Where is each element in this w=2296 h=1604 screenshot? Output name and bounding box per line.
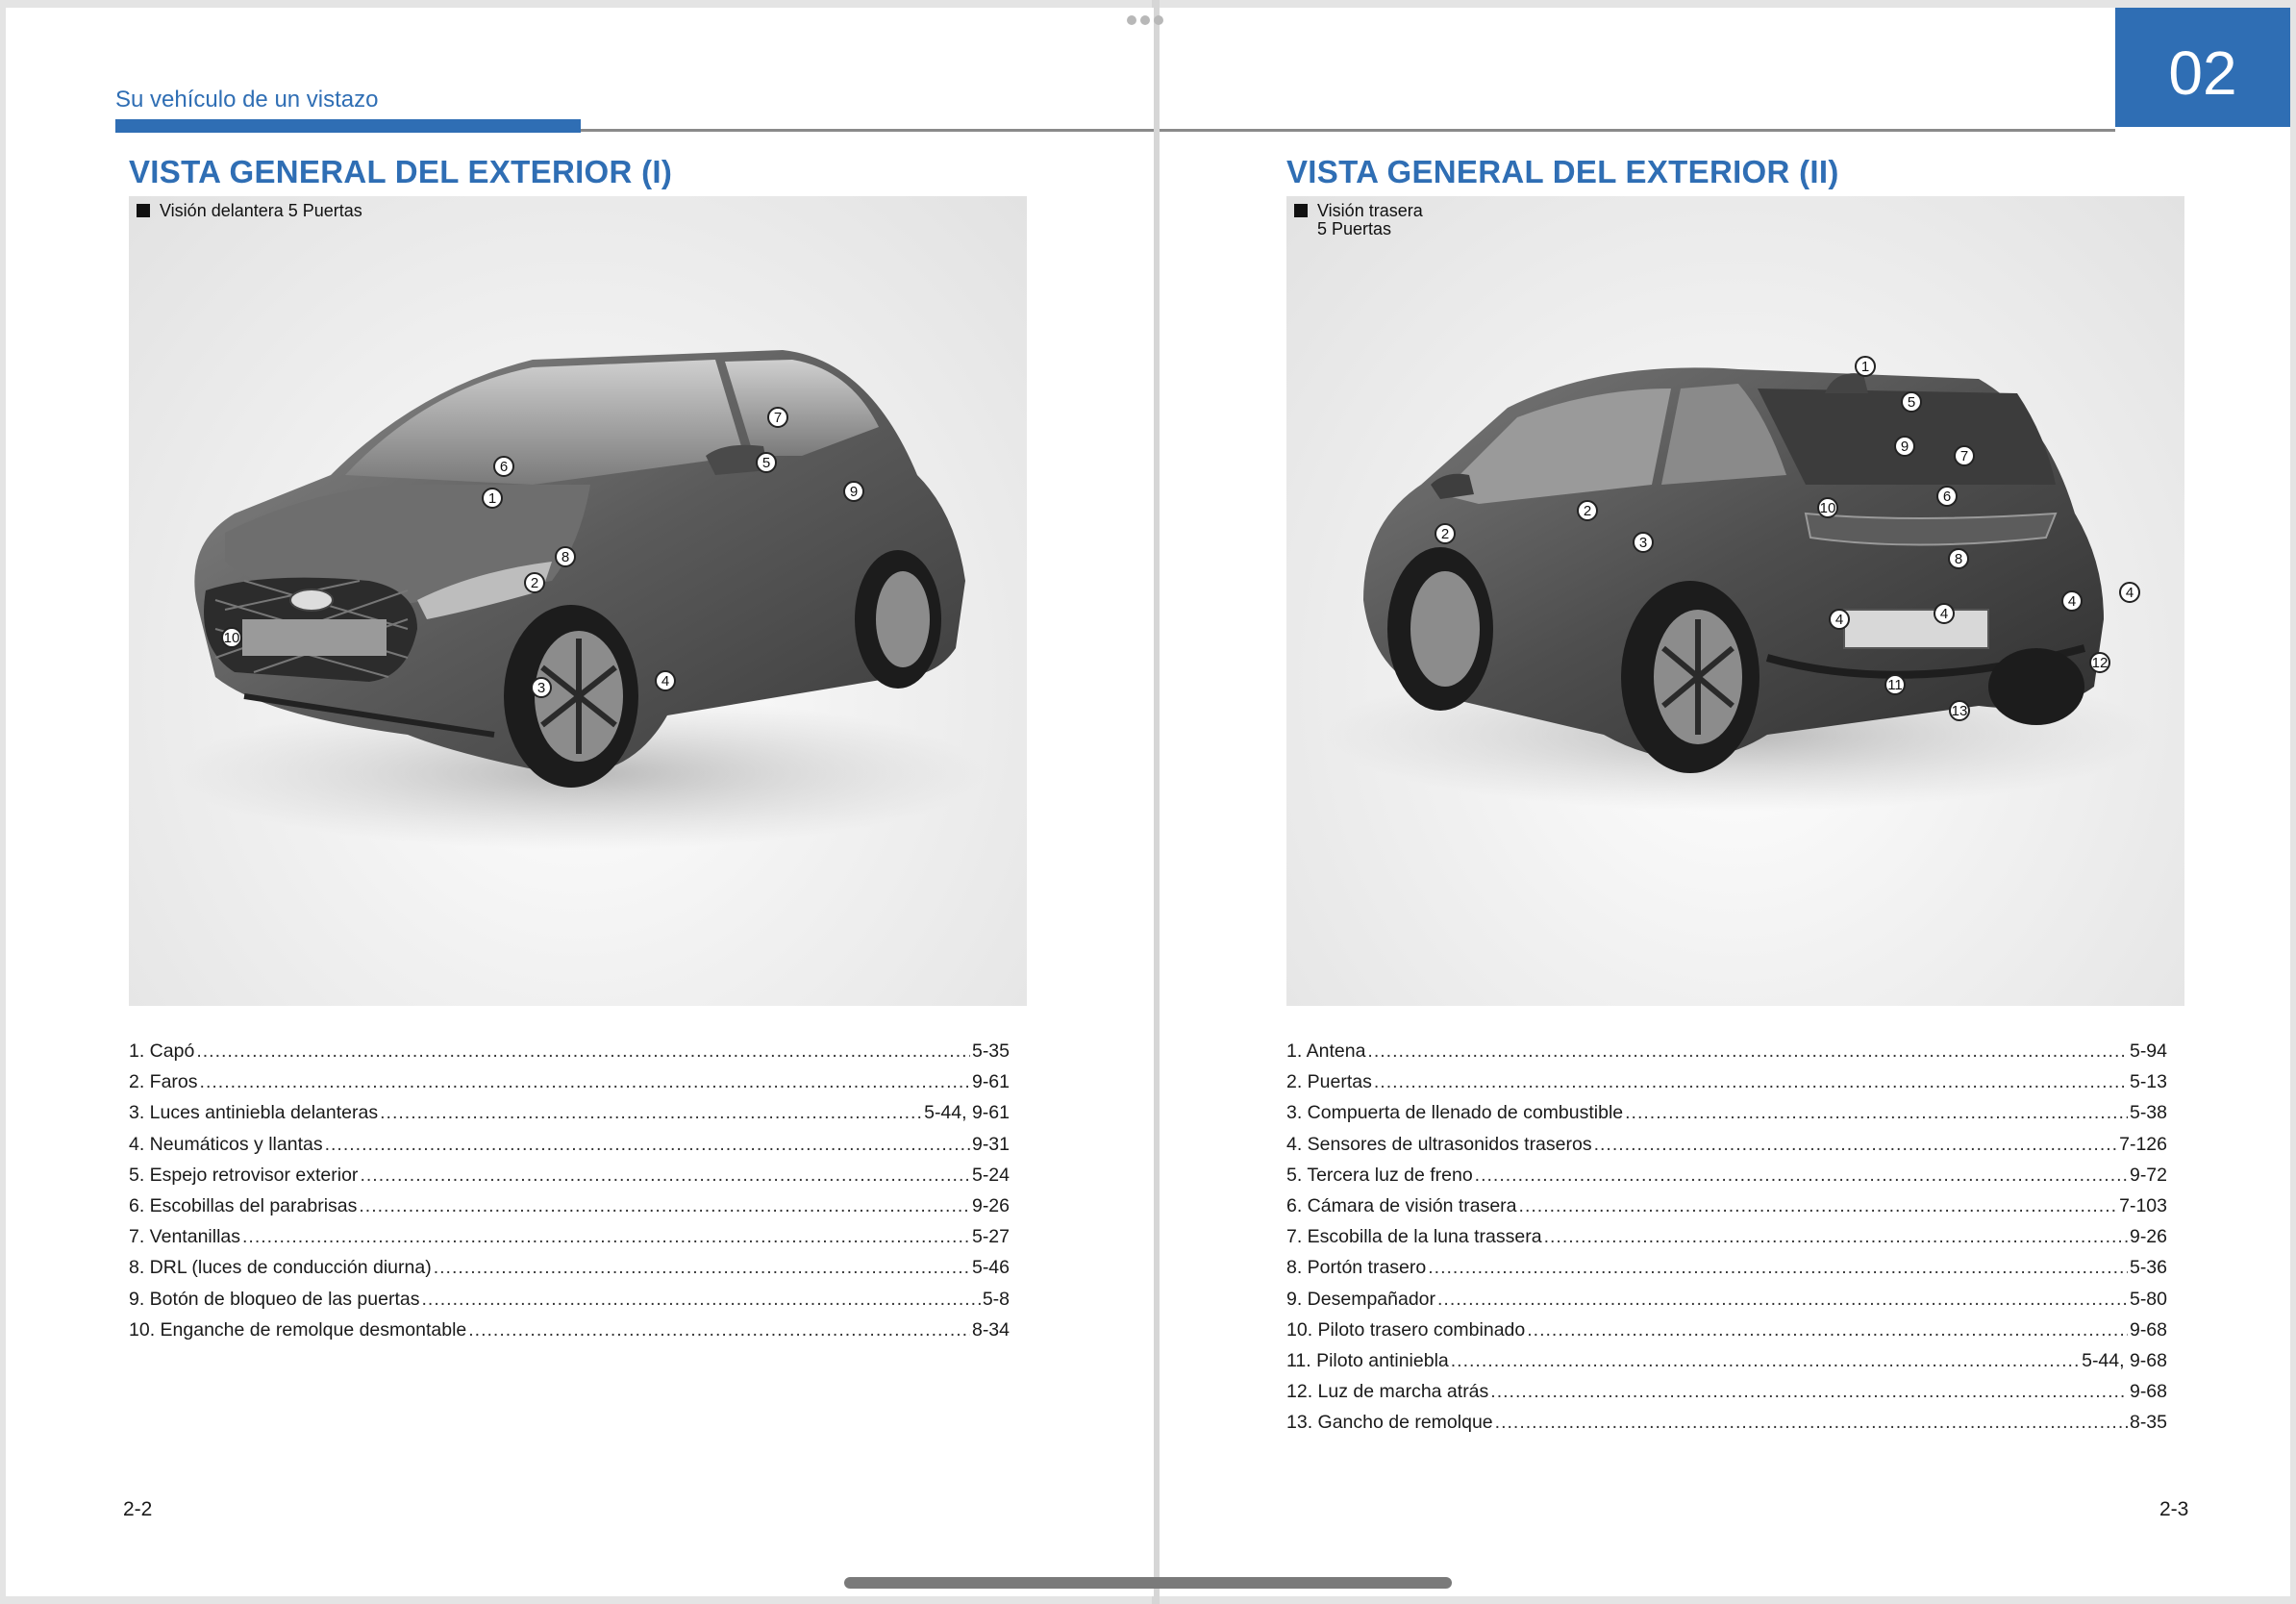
section-label: Su vehículo de un vistazo [115, 87, 379, 113]
list-item: 6. Escobillas del parabrisas ..... 9-26 [129, 1195, 1017, 1226]
callout-13: 13 [1949, 700, 1970, 721]
list-item: 9. Desempañador ..... 5-80 [1286, 1289, 2175, 1319]
rear-parts-list [1286, 1040, 2175, 1442]
page-number-right: 2-3 [2159, 1498, 2189, 1520]
list-item: 11. Piloto antiniebla ..... 5-44, 9-68 [1286, 1350, 2175, 1381]
callout-5: 5 [756, 452, 777, 473]
list-item: 2. Faros ..... 9-61 [129, 1071, 1017, 1102]
left-page [6, 8, 1154, 1596]
list-item: 12. Luz de marcha atrás ..... 9-68 [1286, 1381, 2175, 1412]
list-item: 9. Botón de bloqueo de las puertas ..... 5-8 [129, 1289, 1017, 1319]
list-item: 3. Luces antiniebla delanteras ..... 5-44, 9-61 [129, 1102, 1017, 1133]
list-item: 5. Espejo retrovisor exterior ..... 5-24 [129, 1165, 1017, 1195]
list-item: 6. Cámara de visión trasera ..... 7-103 [1286, 1195, 2175, 1226]
callout-9: 9 [843, 481, 864, 502]
callout-2a: 2 [1435, 523, 1456, 544]
list-item: 4. Neumáticos y llantas ..... 9-31 [129, 1134, 1017, 1165]
callout-7: 7 [767, 407, 788, 428]
callout-2: 2 [524, 572, 545, 593]
callout-5: 5 [1901, 391, 1922, 413]
callout-4c: 4 [2061, 590, 2083, 612]
list-item: 8. Portón trasero ..... 5-36 [1286, 1257, 2175, 1288]
list-item: 2. Puertas ..... 5-13 [1286, 1071, 2175, 1102]
callout-4a: 4 [1829, 609, 1850, 630]
home-indicator-bar[interactable] [844, 1577, 1452, 1589]
figure-caption: Visión delantera 5 Puertas [137, 202, 362, 220]
header-accent-bar [115, 119, 581, 133]
callout-3: 3 [531, 677, 552, 698]
list-item: 10. Enganche de remolque desmontable ..... 8-34 [129, 1319, 1017, 1350]
figure-caption: Visión trasera 5 Puertas [1294, 202, 1423, 238]
callout-1: 1 [1855, 356, 1876, 377]
page-title-right: VISTA GENERAL DEL EXTERIOR (II) [1286, 154, 1839, 189]
chapter-tab: 02 [2115, 8, 2290, 127]
callout-8: 8 [555, 546, 576, 567]
page-title-left: VISTA GENERAL DEL EXTERIOR (I) [129, 154, 673, 189]
callout-9: 9 [1894, 436, 1915, 457]
more-options-icon[interactable] [1127, 15, 1171, 27]
list-item: 1. Antena ..... 5-94 [1286, 1040, 2175, 1071]
list-item: 3. Compuerta de llenado de combustible ..... 5-38 [1286, 1102, 2175, 1133]
callout-3: 3 [1633, 532, 1654, 553]
page-number-left: 2-2 [123, 1498, 153, 1520]
callout-10: 10 [221, 627, 242, 648]
car-rear-illustration [1286, 196, 2184, 1006]
callout-11: 11 [1884, 674, 1906, 695]
front-parts-list [129, 1040, 1017, 1350]
rear-view-figure [1286, 196, 2184, 1006]
callout-4b: 4 [1934, 603, 1955, 624]
callout-7: 7 [1954, 445, 1975, 466]
front-view-figure [129, 196, 1027, 1006]
list-item: 7. Ventanillas ..... 5-27 [129, 1226, 1017, 1257]
list-item: 4. Sensores de ultrasonidos traseros ..... 7-126 [1286, 1134, 2175, 1165]
list-item: 7. Escobilla de la luna trassera ..... 9-26 [1286, 1226, 2175, 1257]
callout-1: 1 [482, 488, 503, 509]
callout-4d: 4 [2119, 582, 2140, 603]
list-item: 8. DRL (luces de conducción diurna) ..... 5-46 [129, 1257, 1017, 1288]
list-item: 5. Tercera luz de freno ..... 9-72 [1286, 1165, 2175, 1195]
header-rule [1160, 129, 2115, 132]
list-item: 13. Gancho de remolque ..... 8-35 [1286, 1412, 2175, 1442]
header-rule [581, 129, 1154, 132]
callout-10: 10 [1817, 497, 1838, 518]
list-item: 1. Capó ..... 5-35 [129, 1040, 1017, 1071]
callout-8: 8 [1948, 548, 1969, 569]
callout-2b: 2 [1577, 500, 1598, 521]
list-item: 10. Piloto trasero combinado ..... 9-68 [1286, 1319, 2175, 1350]
callout-4: 4 [655, 670, 676, 691]
callout-12: 12 [2089, 652, 2110, 673]
callout-6: 6 [493, 456, 514, 477]
right-page [1160, 8, 2290, 1596]
car-front-illustration [129, 196, 1027, 1006]
callout-6: 6 [1936, 486, 1958, 507]
